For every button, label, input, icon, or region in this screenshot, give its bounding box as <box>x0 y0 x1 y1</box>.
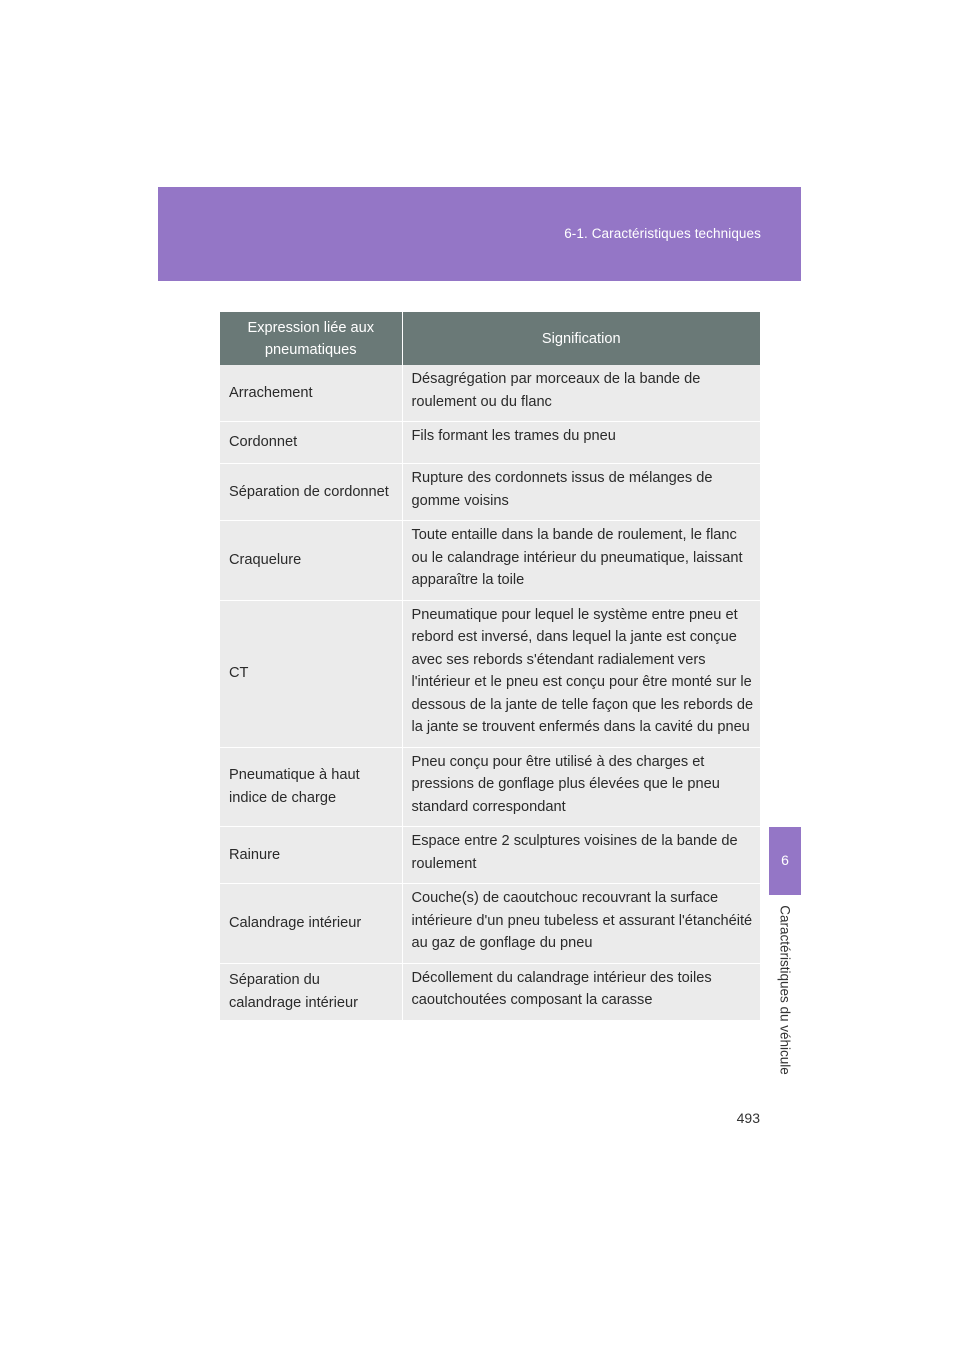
table-row <box>220 464 760 521</box>
table-row <box>220 521 760 601</box>
meaning-cell: Pneumatique pour lequel le système entre pneu et rebord est inversé, dans lequel la jante est conçue avec ses rebords s'étendant radialement vers l'intérieur et le pneu est conçu pour être monté sur le dessous de la jante de telle façon que les rebords de la jante se trouvent enfermés dans la cavité du pneu <box>402 600 760 747</box>
tire-terms-table <box>220 312 760 1021</box>
table-row <box>220 747 760 827</box>
chapter-side-label: Caractéristiques du véhicule <box>777 905 793 1075</box>
meaning-cell: Décollement du calandrage intérieur des toiles caoutchoutées composant la carasse <box>402 963 760 1020</box>
meaning-cell: Fils formant les trames du pneu <box>402 422 760 464</box>
table-row <box>220 365 760 422</box>
meaning-cell: Désagrégation par morceaux de la bande de roulement ou du flanc <box>402 365 760 422</box>
term-cell: CT <box>220 600 402 747</box>
meaning-cell: Couche(s) de caoutchouc recouvrant la surface intérieure d'un pneu tubeless et assurant l'étanchéité au gaz de gonflage du pneu <box>402 884 760 964</box>
table-row <box>220 422 760 464</box>
chapter-number: 6 <box>781 852 789 868</box>
table-row <box>220 884 760 964</box>
page-number: 493 <box>736 1110 760 1126</box>
chapter-header-band <box>158 187 801 281</box>
table-row <box>220 827 760 884</box>
term-cell: Cordonnet <box>220 422 402 464</box>
term-cell: Séparation du calandrage intérieur <box>220 963 402 1020</box>
term-cell: Pneumatique à haut indice de charge <box>220 747 402 827</box>
term-cell: Craquelure <box>220 521 402 601</box>
meaning-cell: Rupture des cordonnets issus de mélanges de gomme voisins <box>402 464 760 521</box>
table-row <box>220 963 760 1020</box>
column-header-meaning: Signification <box>402 312 760 365</box>
chapter-tab <box>769 827 801 895</box>
section-title: 6-1. Caractéristiques techniques <box>564 226 761 241</box>
term-cell: Rainure <box>220 827 402 884</box>
meaning-cell: Toute entaille dans la bande de roulement, le flanc ou le calandrage intérieur du pneumatique, laissant apparaître la toile <box>402 521 760 601</box>
term-cell: Arrachement <box>220 365 402 422</box>
table-header-row <box>220 312 760 365</box>
term-cell: Calandrage intérieur <box>220 884 402 964</box>
meaning-cell: Pneu conçu pour être utilisé à des charges et pressions de gonflage plus élevées que le pneu standard correspondant <box>402 747 760 827</box>
meaning-cell: Espace entre 2 sculptures voisines de la bande de roulement <box>402 827 760 884</box>
table-row <box>220 600 760 747</box>
column-header-term: Expression liée aux pneumatiques <box>220 312 402 365</box>
term-cell: Séparation de cordonnet <box>220 464 402 521</box>
